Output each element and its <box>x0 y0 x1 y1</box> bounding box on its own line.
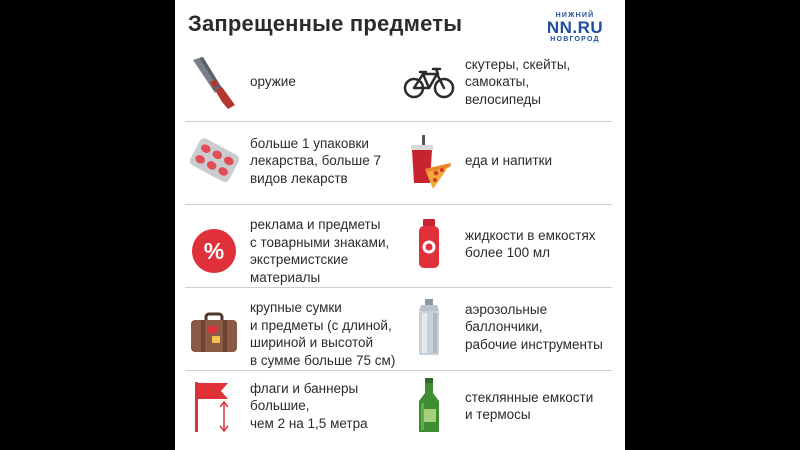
logo-main-text: NN.RU <box>546 18 604 37</box>
liquid-bottle-icon <box>403 216 455 272</box>
item-bags <box>188 299 395 369</box>
label-advertising: реклама и предметы с товарными знаками, экстремистские материалы <box>250 217 390 285</box>
glass-bottle-icon <box>403 378 455 434</box>
page-title: Запрещенные предметы <box>188 11 463 36</box>
label-scooters: скутеры, скейты, самокаты, велосипеды <box>465 56 571 107</box>
item-flags <box>188 378 368 434</box>
item-liquids <box>403 216 596 272</box>
drink-and-pizza-icon <box>403 133 455 189</box>
label-weapons: оружие <box>250 74 296 90</box>
label-food: еда и напитки <box>465 153 553 169</box>
row-divider <box>185 287 612 288</box>
pills-blister-icon <box>188 133 240 189</box>
label-medicine: больше 1 упаковки лекарства, больше 7 видов лекарств <box>250 135 382 186</box>
item-medicine <box>188 133 381 189</box>
item-glass <box>403 378 593 434</box>
bicycle-icon <box>403 54 455 110</box>
row-divider <box>185 370 612 371</box>
label-aerosols: аэрозольные баллончики, рабочие инструменты <box>465 301 603 352</box>
label-glass: стеклянные емкости и термосы <box>465 389 594 422</box>
suitcase-icon <box>188 306 240 362</box>
label-liquids: жидкости в емкостях более 100 мл <box>465 227 596 260</box>
nn-ru-logo[interactable] <box>544 12 606 43</box>
logo-top-text: НИЖНИЙ <box>555 12 595 19</box>
percent-badge-icon <box>188 223 240 279</box>
aerosol-can-icon <box>403 299 455 355</box>
row-divider <box>185 121 612 122</box>
item-advertising <box>188 216 389 286</box>
infographic-card <box>175 0 625 450</box>
item-food <box>403 133 552 189</box>
flag-icon <box>188 378 240 434</box>
item-scooters <box>403 54 570 110</box>
row-divider <box>185 204 612 205</box>
rifle-icon <box>188 54 240 110</box>
item-aerosols <box>403 299 603 355</box>
label-bags: крупные сумки и предметы (с длиной, шириной и высотой в сумме больше 75 см) <box>250 300 396 368</box>
label-flags: флаги и баннеры большие, чем 2 на 1,5 метра <box>250 380 368 431</box>
item-weapons <box>188 54 296 110</box>
svg-text:%: % <box>203 238 225 264</box>
logo-bottom-text: НОВГОРОД <box>550 36 600 43</box>
